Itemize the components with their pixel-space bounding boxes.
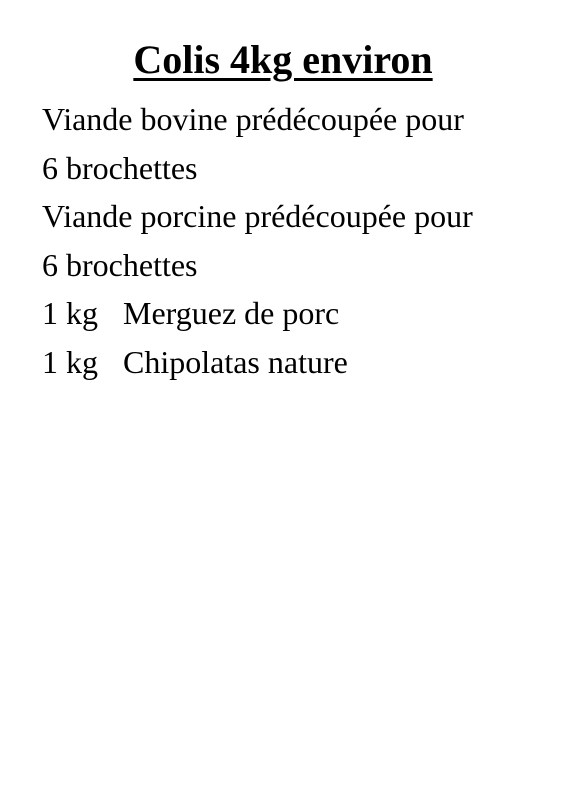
item-quantity: 1 kg	[42, 295, 98, 331]
text-line-pork: Viande porcine prédécoupée pour	[42, 198, 473, 234]
document-title: Colis 4kg environ	[133, 37, 433, 82]
item-label: Chipolatas nature	[123, 343, 348, 380]
item-label: Merguez de porc	[123, 295, 340, 331]
item-quantity: 1 kg	[42, 343, 98, 380]
item-row-merguez	[42, 289, 552, 338]
text-line-beef-skewers: 6 brochettes	[42, 149, 198, 186]
text-line-pork-skewers: 6 brochettes	[42, 246, 198, 283]
text-line-beef: Viande bovine prédécoupée pour	[42, 101, 464, 137]
item-row-chipolatas	[42, 338, 552, 387]
product-list	[42, 95, 552, 386]
